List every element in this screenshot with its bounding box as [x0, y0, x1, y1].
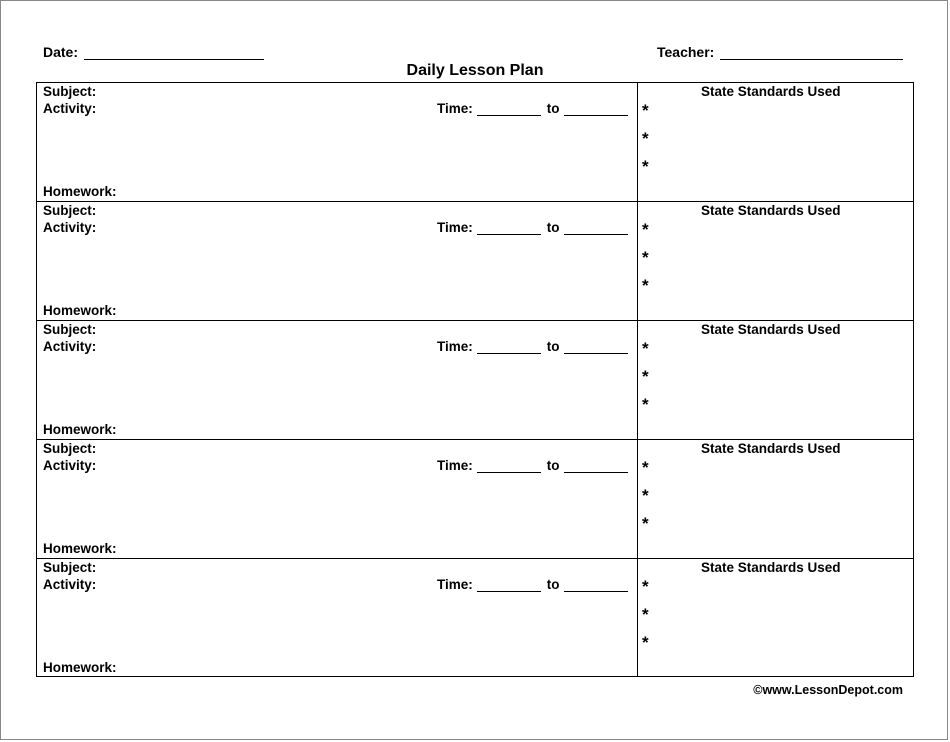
date-input-line[interactable]	[84, 45, 264, 60]
standard-bullet: *	[642, 129, 649, 148]
subject-label: Subject:	[43, 560, 97, 575]
standard-bullet: *	[642, 157, 649, 176]
to-label: to	[546, 220, 560, 235]
homework-label: Homework:	[43, 422, 117, 437]
subject-label: Subject:	[43, 441, 97, 456]
standard-bullet: *	[642, 248, 649, 267]
copyright-notice: ©www.LessonDepot.com	[753, 683, 903, 697]
lesson-row	[37, 558, 913, 677]
time-range	[437, 458, 632, 473]
time-label: Time:	[437, 577, 473, 592]
time-label: Time:	[437, 101, 473, 116]
to-label: to	[546, 339, 560, 354]
homework-label: Homework:	[43, 184, 117, 199]
lesson-row	[37, 439, 913, 558]
standard-bullet: *	[642, 339, 649, 358]
time-start-line[interactable]	[477, 102, 541, 116]
time-end-line[interactable]	[564, 340, 628, 354]
standard-bullet: *	[642, 276, 649, 295]
time-label: Time:	[437, 220, 473, 235]
lesson-row	[37, 320, 913, 439]
activity-label: Activity:	[43, 577, 97, 592]
to-label: to	[546, 577, 560, 592]
document-title: Daily Lesson Plan	[406, 62, 544, 79]
standard-bullet: *	[642, 486, 649, 505]
activity-label: Activity:	[43, 339, 97, 354]
lesson-row	[37, 201, 913, 320]
state-standards-heading: State Standards Used	[701, 84, 841, 99]
time-label: Time:	[437, 458, 473, 473]
standard-bullet: *	[642, 220, 649, 239]
homework-label: Homework:	[43, 660, 117, 675]
activity-label: Activity:	[43, 101, 97, 116]
lesson-plan-table	[36, 82, 914, 677]
subject-label: Subject:	[43, 203, 97, 218]
date-label: Date:	[43, 44, 79, 60]
time-end-line[interactable]	[564, 102, 628, 116]
homework-label: Homework:	[43, 303, 117, 318]
to-label: to	[546, 101, 560, 116]
time-end-line[interactable]	[564, 221, 628, 235]
date-field	[43, 44, 264, 60]
teacher-input-line[interactable]	[720, 45, 903, 60]
homework-label: Homework:	[43, 541, 117, 556]
state-standards-heading: State Standards Used	[701, 441, 841, 456]
activity-label: Activity:	[43, 458, 97, 473]
state-standards-heading: State Standards Used	[701, 203, 841, 218]
time-start-line[interactable]	[477, 459, 541, 473]
state-standards-heading: State Standards Used	[701, 322, 841, 337]
standard-bullet: *	[642, 458, 649, 477]
subject-label: Subject:	[43, 322, 97, 337]
column-divider	[637, 321, 638, 439]
column-divider	[637, 440, 638, 558]
time-range	[437, 101, 632, 116]
time-range	[437, 339, 632, 354]
standard-bullet: *	[642, 577, 649, 596]
to-label: to	[546, 458, 560, 473]
time-start-line[interactable]	[477, 578, 541, 592]
teacher-label: Teacher:	[657, 44, 715, 60]
standard-bullet: *	[642, 101, 649, 120]
time-end-line[interactable]	[564, 578, 628, 592]
column-divider	[637, 202, 638, 320]
teacher-field	[657, 44, 903, 60]
column-divider	[637, 83, 638, 202]
column-divider	[637, 559, 638, 677]
standard-bullet: *	[642, 514, 649, 533]
time-range	[437, 220, 632, 235]
time-range	[437, 577, 632, 592]
time-start-line[interactable]	[477, 340, 541, 354]
standard-bullet: *	[642, 605, 649, 624]
subject-label: Subject:	[43, 84, 97, 99]
time-start-line[interactable]	[477, 221, 541, 235]
time-label: Time:	[437, 339, 473, 354]
activity-label: Activity:	[43, 220, 97, 235]
time-end-line[interactable]	[564, 459, 628, 473]
standard-bullet: *	[642, 633, 649, 652]
standard-bullet: *	[642, 367, 649, 386]
standard-bullet: *	[642, 395, 649, 414]
lesson-row	[37, 83, 913, 202]
state-standards-heading: State Standards Used	[701, 560, 841, 575]
